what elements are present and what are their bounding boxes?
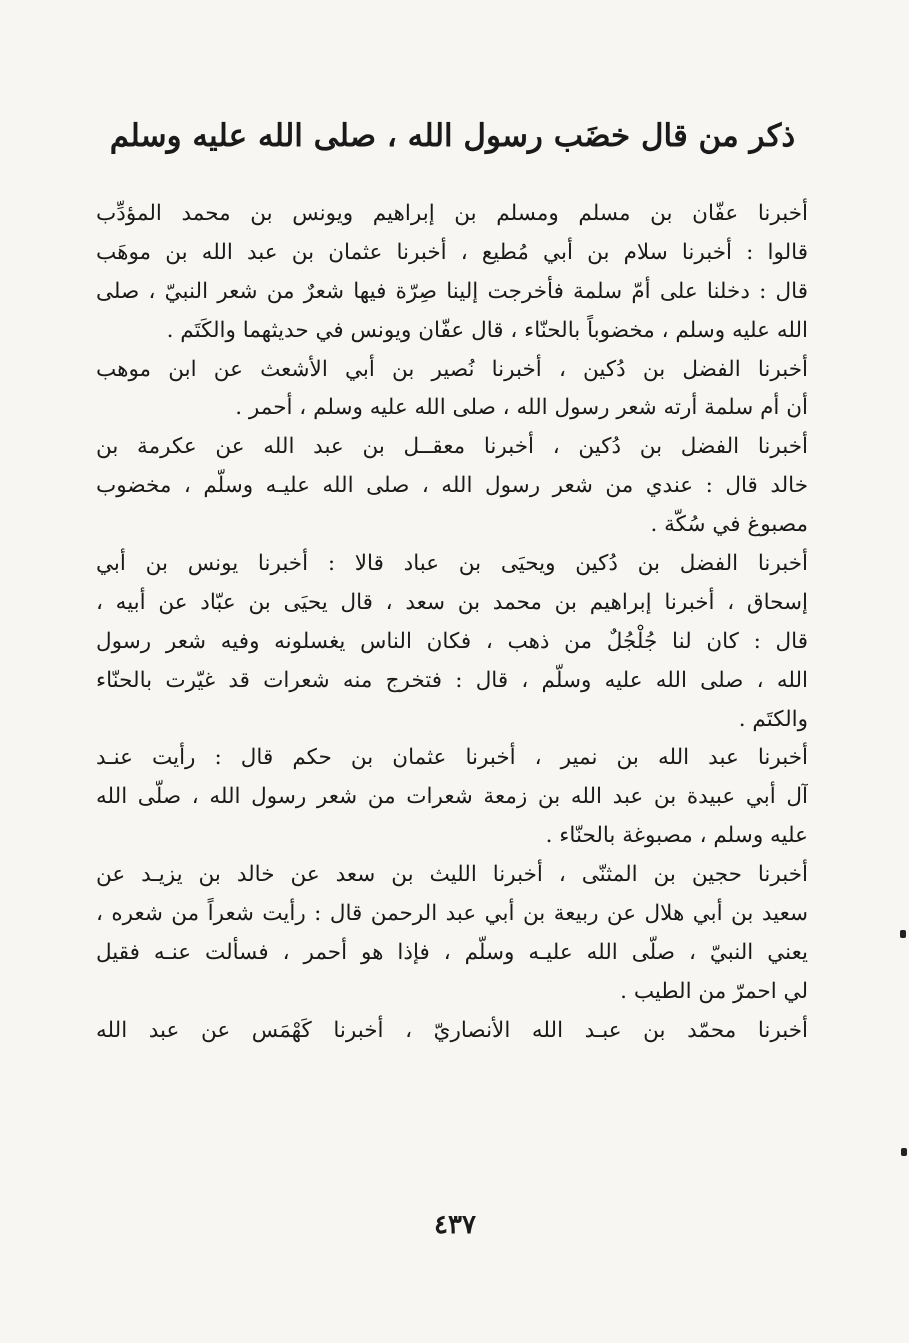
text-line: الله ، صلى الله عليه وسلّم ، قال : فتخرج منه شعرات قد غيّرت بالحنّاء — [96, 667, 808, 693]
scan-speck — [900, 930, 906, 938]
text-line: أخبرنا عبد الله بن نمير ، أخبرنا عثمان بن حكم قال : رأيت عنـد — [96, 745, 808, 771]
text-line: آل أبي عبيدة بن عبد الله بن زمعة شعرات من شعر رسول الله ، صلّى الله — [96, 784, 808, 810]
text-line: مصبوغ في سُكّة . — [650, 512, 808, 538]
text-line: قال : كان لنا جُلْجُلٌ من ذهب ، فكان الناس يغسلونه وفيه شعر رسول — [96, 628, 808, 654]
text-line: يعني النبيّ ، صلّى الله عليـه وسلّم ، فإذا هو أحمر ، فسألت عنـه فقيل — [96, 939, 808, 965]
text-line: أخبرنا الفضل بن دُكين ويحيَى بن عباد قالا : أخبرنا يونس بن أبي — [96, 551, 808, 577]
text-line: لي احمرّ من الطيب . — [620, 978, 808, 1004]
paragraph — [96, 856, 808, 1012]
text-line: أخبرنا حجين بن المثنّى ، أخبرنا الليث بن سعد عن خالد بن يزيـد عن — [96, 862, 808, 888]
text-line: خالد قال : عندي من شعر رسول الله ، صلى الله عليـه وسلّم ، مخضوب — [96, 473, 808, 499]
text-line: أخبرنا الفضل بن دُكين ، أخبرنا معقــل بن عبد الله عن عكرمة بن — [96, 434, 808, 460]
text-line: سعيد بن أبي هلال عن ربيعة بن أبي عبد الرحمن قال : رأيت شعراً من شعره ، — [96, 901, 808, 927]
body-text — [96, 195, 808, 1051]
page-number: ٤٣٧ — [434, 1210, 476, 1240]
text-line: الله عليه وسلم ، مخضوباً بالحنّاء ، قال عفّان ويونس في حديثهما والكَتَم . — [166, 317, 808, 343]
paragraph — [96, 428, 808, 545]
text-line: والكتَم . — [738, 706, 808, 732]
paragraph — [96, 195, 808, 351]
chapter-title: ذكر من قال خضَب رسول الله ، صلى الله عليه وسلم — [109, 118, 796, 154]
paragraph — [96, 351, 808, 429]
text-line: عليه وسلم ، مصبوغة بالحنّاء . — [545, 823, 808, 849]
paragraph — [96, 1012, 808, 1051]
paragraph — [96, 739, 808, 856]
text-line: أخبرنا الفضل بن دُكين ، أخبرنا نُصير بن أبي الأشعث عن ابن موهب — [96, 356, 808, 382]
text-line: أن أم سلمة أرته شعر رسول الله ، صلى الله عليه وسلم ، أحمر . — [235, 395, 808, 421]
text-line: إسحاق ، أخبرنا إبراهيم بن محمد بن سعد ، قال يحيَى بن عبّاد عن أبيه ، — [96, 589, 808, 615]
text-line: قالوا : أخبرنا سلام بن أبي مُطيع ، أخبرنا عثمان بن عبد الله بن موهَب — [96, 239, 808, 265]
text-line: قال : دخلنا على أمّ سلمة فأخرجت إلينا صِرّة فيها شعرٌ من شعر النبيّ ، صلى — [96, 278, 808, 304]
text-line: أخبرنا عفّان بن مسلم ومسلم بن إبراهيم ويونس بن محمد المؤدِّب — [96, 201, 808, 226]
scan-speck — [901, 1148, 907, 1156]
text-line: أخبرنا محمّد بن عبـد الله الأنصاريّ ، أخبرنا كَهْمَس عن عبد الله — [96, 1017, 808, 1043]
paragraph — [96, 545, 808, 739]
